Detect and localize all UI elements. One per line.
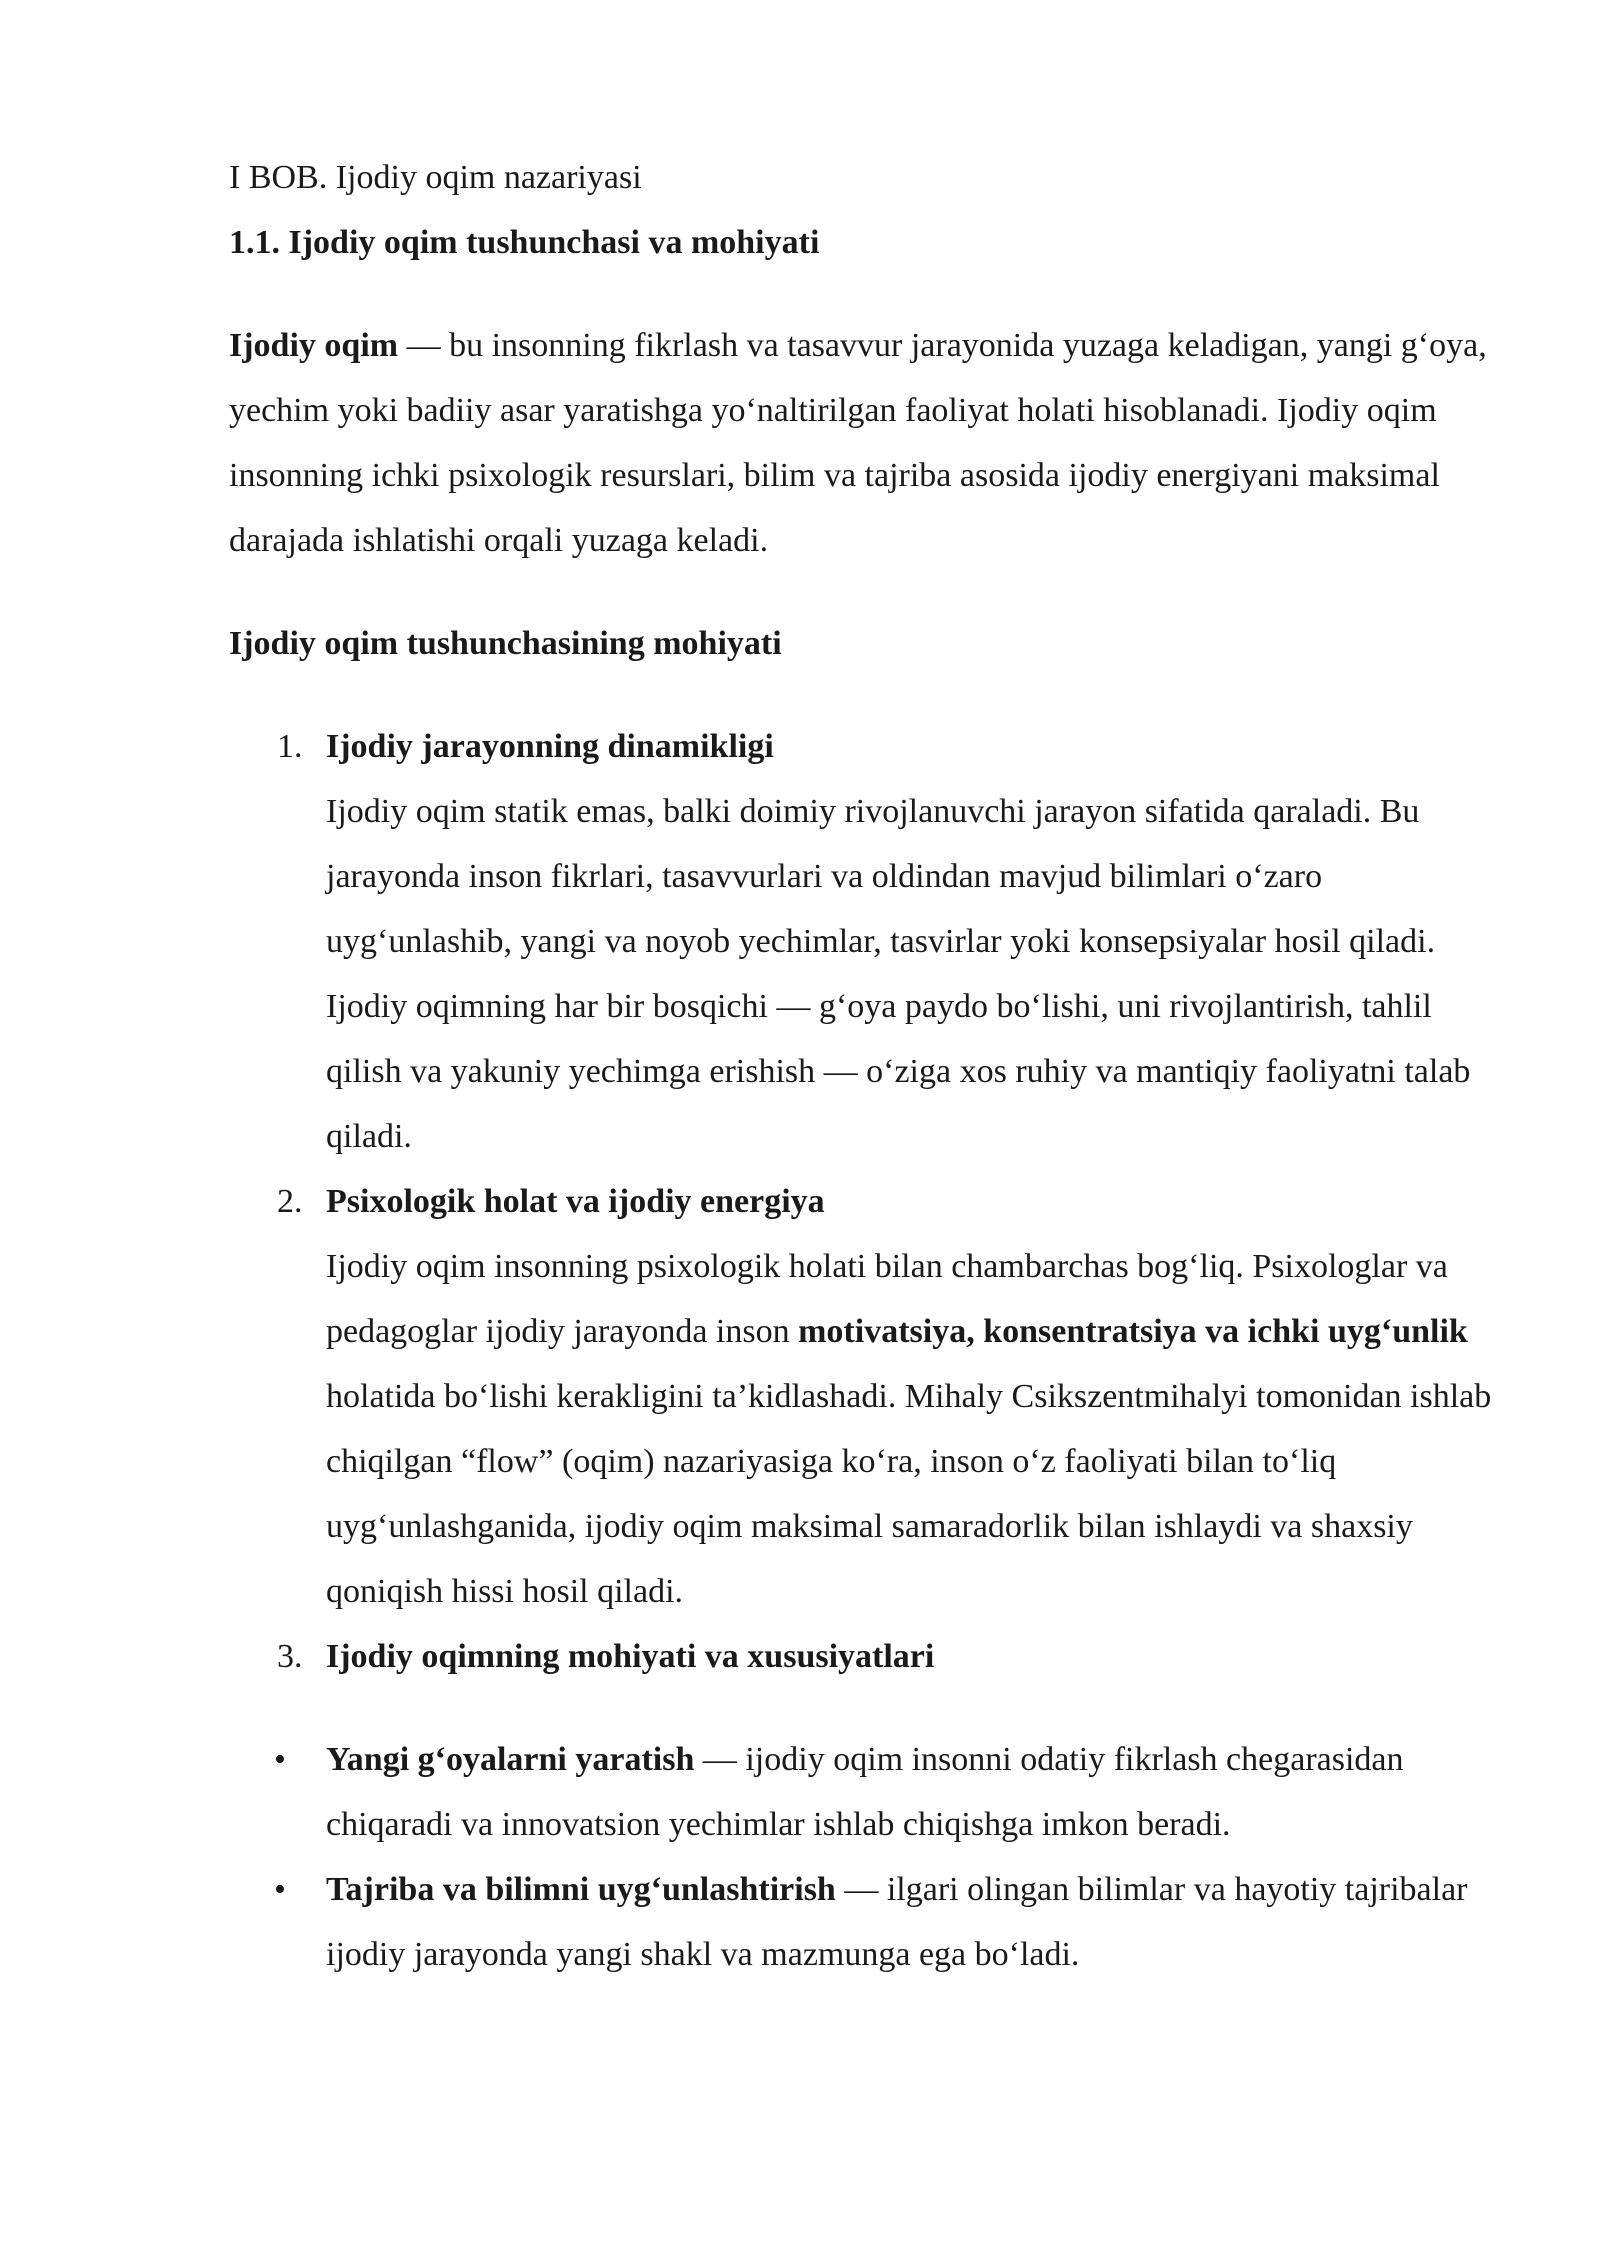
list-item xyxy=(229,1169,1499,1624)
section-title: 1.1. Ijodiy oqim tushunchasi va mohiyati xyxy=(229,224,820,261)
bullet-marker: • xyxy=(274,1741,286,1778)
item-title: Ijodiy jarayonning dinamikligi xyxy=(326,728,774,765)
intro-text: — bu insonning fikrlash va tasavvur jarayonida yuzaga keladigan, yangi g‘oya, yechim yoki badiiy asar yaratishga yo‘naltirilgan faoliyat holati hisoblanadi. Ijodiy oqim insonning ichki psixologik resurslari, bilim va tajriba asosida ijodiy energiyani maksimal darajada ishlatishi orqali yuzaga keladi. xyxy=(229,327,1487,559)
bullet-text: — ijodiy oqim insonni odatiy fikrlash chegarasidan chiqaradi va innovatsion yechimlar ishlab chiqishga imkon beradi. xyxy=(326,1741,1404,1843)
item-body-text: Ijodiy oqim insonning psixologik holati bilan chambarchas bog‘liq. Psixologlar va pedagoglar ijodiy jarayonda inson xyxy=(326,1248,1448,1350)
bullet-term: Yangi g‘oyalarni yaratish xyxy=(326,1741,695,1778)
list-item xyxy=(229,1624,1499,1689)
item-title: Ijodiy oqimning mohiyati va xususiyatlari xyxy=(326,1638,935,1675)
bullet-list xyxy=(229,1727,1499,1987)
chapter-title: I BOB. Ijodiy oqim nazariyasi xyxy=(229,159,642,196)
bullet-text: — ilgari olingan bilimlar va hayotiy tajribalar ijodiy jarayonda yangi shakl va mazmunga ega bo‘ladi. xyxy=(326,1871,1468,1973)
bullet-item xyxy=(229,1857,1499,1987)
list-number: 1. xyxy=(277,728,303,765)
list-number: 3. xyxy=(277,1638,303,1675)
bullet-marker: • xyxy=(274,1871,286,1908)
document-page xyxy=(229,145,1499,1987)
item-body-emphasis: motivatsiya, konsentratsiya va ichki uyg‘unlik xyxy=(798,1313,1468,1350)
intro-term: Ijodiy oqim xyxy=(229,327,399,364)
item-body: Ijodiy oqim statik emas, balki doimiy rivojlanuvchi jarayon sifatida qaraladi. Bu jarayonda inson fikrlari, tasavvurlari va oldindan mavjud bilimlari o‘zaro uyg‘unlashib, yangi va noyob yechimlar, tasvirlar yoki konsepsiyalar hosil qiladi. Ijodiy oqimning har bir bosqichi — g‘oya paydo bo‘lishi, uni rivojlantirish, tahlil qilish va yakuniy yechimga erishish — o‘ziga xos ruhiy va mantiqiy faoliyatni talab qiladi. xyxy=(326,793,1471,1155)
bullet-term: Tajriba va bilimni uyg‘unlashtirish xyxy=(326,1871,836,1908)
numbered-list xyxy=(229,714,1499,1689)
list-number: 2. xyxy=(277,1183,303,1220)
subheading: Ijodiy oqim tushunchasining mohiyati xyxy=(229,625,782,662)
item-title: Psixologik holat va ijodiy energiya xyxy=(326,1183,825,1220)
intro-paragraph xyxy=(229,313,1499,573)
list-item xyxy=(229,714,1499,1169)
item-body xyxy=(326,1234,1499,1624)
item-body-text: holatida bo‘lishi kerakligini ta’kidlashadi. Mihaly Csikszentmihalyi tomonidan ishlab chiqilgan “flow” (oqim) nazariyasiga ko‘ra, inson o‘z faoliyati bilan to‘liq uyg‘unlashganida, ijodiy oqim maksimal samaradorlik bilan ishlaydi va shaxsiy qoniqish hissi hosil qiladi. xyxy=(326,1378,1492,1610)
bullet-item xyxy=(229,1727,1499,1857)
